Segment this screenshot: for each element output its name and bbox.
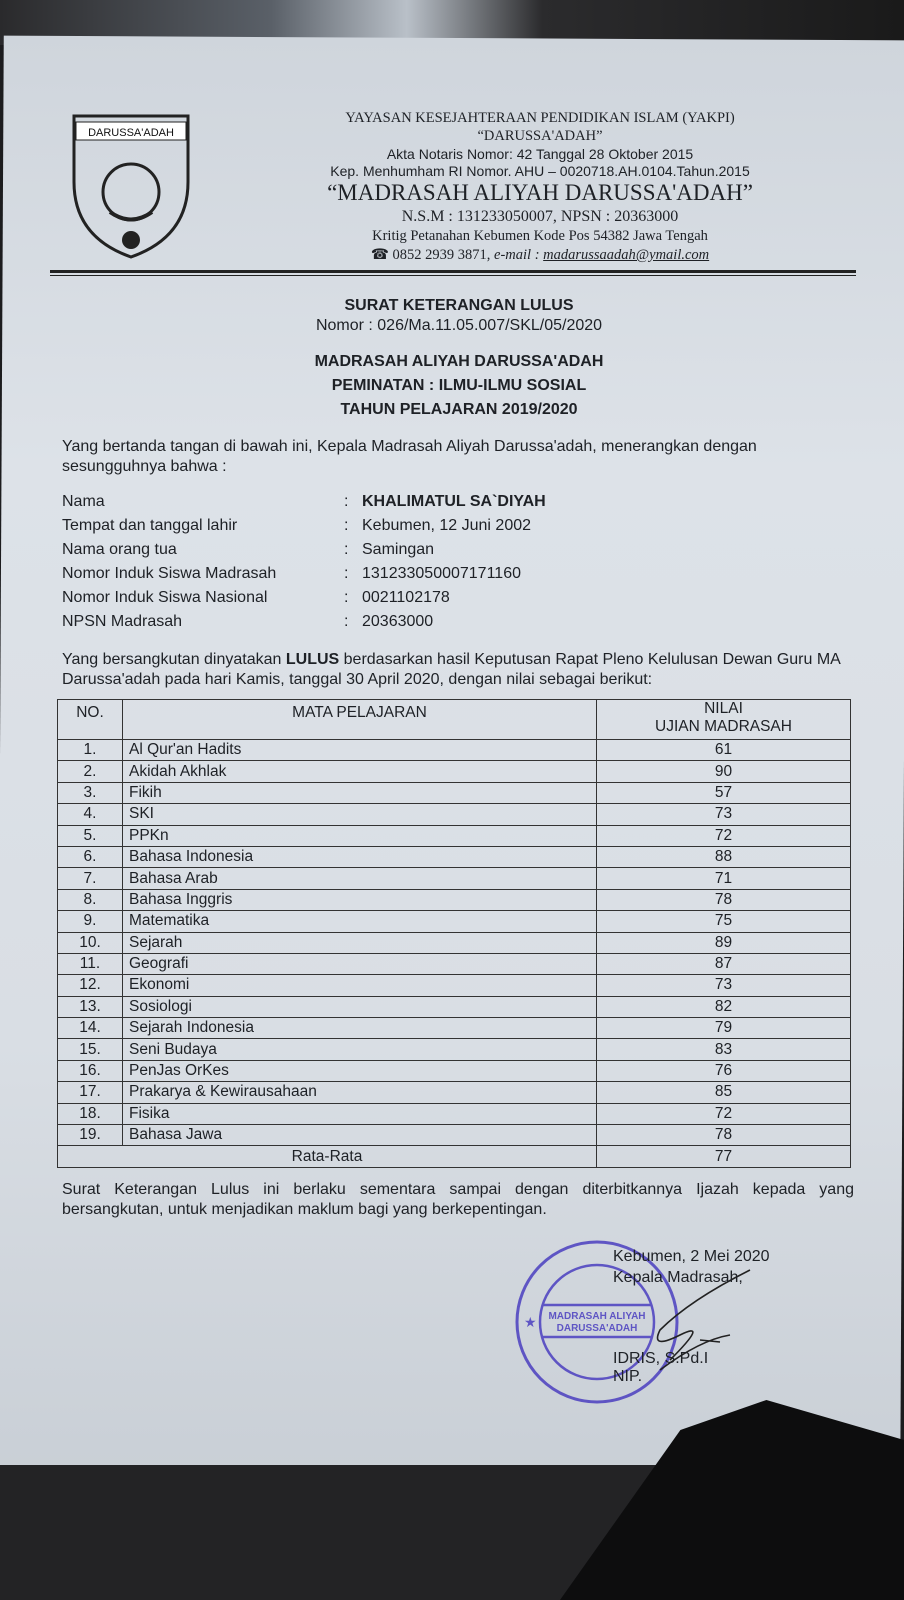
svg-text:MADRASAH ALIYAH: MADRASAH ALIYAH bbox=[548, 1311, 646, 1322]
phone: ☎ 0852 2939 3871, bbox=[370, 247, 491, 263]
grades-table bbox=[57, 699, 851, 1168]
average-label: Rata-Rata bbox=[58, 1146, 597, 1167]
field-label: Nomor Induk Siswa Madrasah bbox=[62, 565, 277, 582]
sign-place-date: Kebumen, 2 Mei 2020 bbox=[613, 1248, 770, 1265]
school-logo bbox=[70, 112, 192, 260]
student-field bbox=[62, 613, 762, 635]
row-subject: Bahasa Jawa bbox=[123, 1125, 597, 1146]
row-subject: Prakarya & Kewirausahaan bbox=[123, 1082, 597, 1103]
table-row bbox=[58, 868, 851, 889]
row-no: 11. bbox=[58, 953, 123, 974]
divider bbox=[50, 275, 856, 276]
row-subject: Fikih bbox=[123, 782, 597, 803]
row-subject: SKI bbox=[123, 804, 597, 825]
row-score: 78 bbox=[597, 1125, 851, 1146]
table-row bbox=[58, 804, 851, 825]
colon: : bbox=[344, 613, 349, 630]
row-score: 85 bbox=[597, 1082, 851, 1103]
foundation-name: YAYASAN KESEJAHTERAAN PENDIDIKAN ISLAM (YAKPI) bbox=[345, 110, 735, 126]
row-no: 16. bbox=[58, 1060, 123, 1081]
school-name: “MADRASAH ALIYAH DARUSSA'ADAH” bbox=[327, 180, 753, 205]
row-score: 88 bbox=[597, 846, 851, 867]
field-label: Tempat dan tanggal lahir bbox=[62, 517, 238, 534]
row-no: 4. bbox=[58, 804, 123, 825]
row-subject: Sosiologi bbox=[123, 996, 597, 1017]
title-year: TAHUN PELAJARAN 2019/2020 bbox=[340, 401, 578, 418]
row-score: 61 bbox=[597, 740, 851, 761]
statement: Yang bersangkutan dinyatakan LULUS berdasarkan hasil Keputusan Rapat Pleno Kelulusan Dewan Guru MA Darussa'adah pada hari Kamis, tanggal 30 April 2020, dengan nilai sebagai berikut: bbox=[62, 651, 840, 688]
student-field bbox=[62, 493, 762, 515]
title-school: MADRASAH ALIYAH DARUSSA'ADAH bbox=[314, 353, 604, 370]
table-row bbox=[58, 911, 851, 932]
row-score: 83 bbox=[597, 1039, 851, 1060]
row-no: 2. bbox=[58, 761, 123, 782]
svg-text:DARUSSA'ADAH: DARUSSA'ADAH bbox=[556, 1323, 638, 1334]
field-label: Nomor Induk Siswa Nasional bbox=[62, 589, 268, 606]
address: Kritig Petanahan Kebumen Kode Pos 54382 Jawa Tengah bbox=[372, 228, 708, 244]
row-no: 7. bbox=[58, 868, 123, 889]
doc-title: SURAT KETERANGAN LULUS bbox=[344, 297, 574, 314]
intro: Yang bertanda tangan di bawah ini, Kepala Madrasah Aliyah Darussa'adah, menerangkan dengan sesungguhnya bahwa : bbox=[62, 438, 757, 475]
student-field bbox=[62, 517, 762, 539]
row-subject: Geografi bbox=[123, 953, 597, 974]
row-score: 72 bbox=[597, 1103, 851, 1124]
field-label: NPSN Madrasah bbox=[62, 613, 183, 630]
row-no: 19. bbox=[58, 1125, 123, 1146]
sign-position: Kepala Madrasah, bbox=[613, 1269, 743, 1286]
field-value: 0021102178 bbox=[362, 589, 450, 606]
row-subject: Matematika bbox=[123, 911, 597, 932]
row-no: 9. bbox=[58, 911, 123, 932]
table-row bbox=[58, 761, 851, 782]
colon: : bbox=[344, 517, 349, 534]
field-value: 131233050007171160 bbox=[362, 565, 521, 582]
table-row bbox=[58, 1125, 851, 1146]
svg-text:DARUSSA'ADAH: DARUSSA'ADAH bbox=[88, 127, 174, 139]
row-subject: Ekonomi bbox=[123, 975, 597, 996]
field-value: KHALIMATUL SA`DIYAH bbox=[362, 493, 546, 510]
header-subject: MATA PELAJARAN bbox=[123, 700, 597, 740]
row-score: 90 bbox=[597, 761, 851, 782]
student-field bbox=[62, 541, 762, 563]
row-score: 87 bbox=[597, 953, 851, 974]
field-value: Samingan bbox=[362, 541, 435, 558]
row-no: 10. bbox=[58, 932, 123, 953]
svg-text:★: ★ bbox=[524, 1314, 537, 1330]
row-no: 13. bbox=[58, 996, 123, 1017]
contact bbox=[290, 247, 790, 264]
field-label: Nama orang tua bbox=[62, 541, 177, 558]
table-row bbox=[58, 1018, 851, 1039]
foundation-short: “DARUSSA'ADAH” bbox=[477, 128, 603, 144]
table-row bbox=[58, 996, 851, 1017]
table-row bbox=[58, 846, 851, 867]
email: madarussaadah@ymail.com bbox=[543, 247, 710, 263]
header-no: NO. bbox=[58, 700, 123, 740]
row-score: 76 bbox=[597, 1060, 851, 1081]
table-row bbox=[58, 825, 851, 846]
sign-nip: NIP. bbox=[613, 1368, 643, 1385]
average-value: 77 bbox=[597, 1146, 851, 1167]
table-row bbox=[58, 1039, 851, 1060]
row-score: 75 bbox=[597, 911, 851, 932]
sign-name: IDRIS, S.Pd.I bbox=[613, 1350, 709, 1367]
row-subject: Akidah Akhlak bbox=[123, 761, 597, 782]
header-score: NILAI UJIAN MADRASAH bbox=[597, 700, 851, 740]
divider bbox=[50, 270, 856, 273]
row-score: 57 bbox=[597, 782, 851, 803]
row-no: 18. bbox=[58, 1103, 123, 1124]
school-ids: N.S.M : 131233050007, NPSN : 20363000 bbox=[401, 208, 679, 225]
title-track: PEMINATAN : ILMU-ILMU SOSIAL bbox=[331, 377, 587, 394]
row-score: 73 bbox=[597, 804, 851, 825]
row-subject: PPKn bbox=[123, 825, 597, 846]
status-lulus: LULUS bbox=[285, 651, 340, 668]
row-subject: Bahasa Indonesia bbox=[123, 846, 597, 867]
field-value: Kebumen, 12 Juni 2002 bbox=[362, 517, 532, 534]
field-value: 20363000 bbox=[362, 613, 434, 630]
row-score: 79 bbox=[597, 1018, 851, 1039]
row-subject: Sejarah Indonesia bbox=[123, 1018, 597, 1039]
row-no: 6. bbox=[58, 846, 123, 867]
row-no: 5. bbox=[58, 825, 123, 846]
row-no: 3. bbox=[58, 782, 123, 803]
colon: : bbox=[344, 493, 349, 510]
email-label: e-mail : bbox=[494, 247, 540, 263]
row-subject: Bahasa Inggris bbox=[123, 889, 597, 910]
row-subject: Fisika bbox=[123, 1103, 597, 1124]
doc-number: Nomor : 026/Ma.11.05.007/SKL/05/2020 bbox=[315, 317, 603, 334]
table-row bbox=[58, 932, 851, 953]
student-field bbox=[62, 565, 762, 587]
row-score: 82 bbox=[597, 996, 851, 1017]
table-row bbox=[58, 1060, 851, 1081]
row-score: 71 bbox=[597, 868, 851, 889]
table-row bbox=[58, 1082, 851, 1103]
average-row bbox=[58, 1146, 851, 1167]
table-row bbox=[58, 889, 851, 910]
notary: Akta Notaris Nomor: 42 Tanggal 28 Oktober 2015 bbox=[386, 146, 694, 162]
colon: : bbox=[344, 541, 349, 558]
row-subject: Al Qur'an Hadits bbox=[123, 740, 597, 761]
row-score: 73 bbox=[597, 975, 851, 996]
decree: Kep. Menhumham RI Nomor. AHU – 0020718.AH.0104.Tahun.2015 bbox=[330, 163, 750, 179]
row-no: 8. bbox=[58, 889, 123, 910]
table-row bbox=[58, 740, 851, 761]
row-subject: Bahasa Arab bbox=[123, 868, 597, 889]
row-subject: Seni Budaya bbox=[123, 1039, 597, 1060]
table-row bbox=[58, 782, 851, 803]
closing: Surat Keterangan Lulus ini berlaku sementara sampai dengan diterbitkannya Ijazah kepada yang bersangkutan, untuk menjadikan maklum bagi yang berkepentingan. bbox=[62, 1181, 854, 1218]
table-row bbox=[58, 953, 851, 974]
row-no: 15. bbox=[58, 1039, 123, 1060]
row-score: 72 bbox=[597, 825, 851, 846]
student-field bbox=[62, 589, 762, 611]
field-label: Nama bbox=[62, 493, 105, 510]
row-score: 89 bbox=[597, 932, 851, 953]
row-subject: Sejarah bbox=[123, 932, 597, 953]
table-row bbox=[58, 1103, 851, 1124]
table-row bbox=[58, 975, 851, 996]
row-subject: PenJas OrKes bbox=[123, 1060, 597, 1081]
row-no: 1. bbox=[58, 740, 123, 761]
row-score: 78 bbox=[597, 889, 851, 910]
table-header bbox=[58, 700, 851, 740]
colon: : bbox=[344, 589, 349, 606]
row-no: 12. bbox=[58, 975, 123, 996]
row-no: 17. bbox=[58, 1082, 123, 1103]
colon: : bbox=[344, 565, 349, 582]
row-no: 14. bbox=[58, 1018, 123, 1039]
